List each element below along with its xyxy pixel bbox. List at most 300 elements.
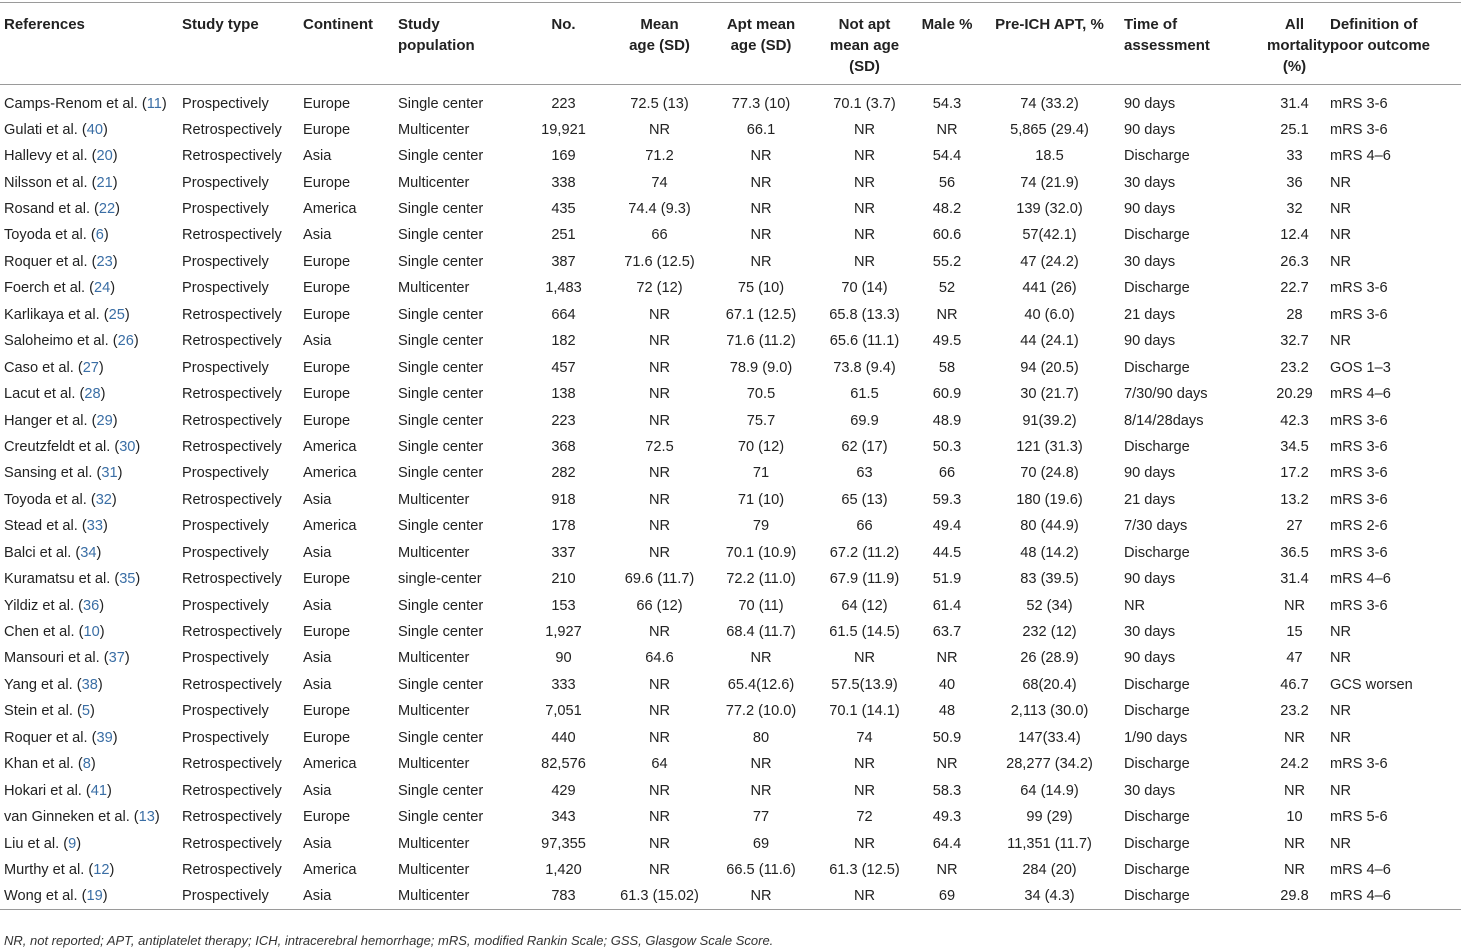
table-row <box>0 566 1461 592</box>
table-cell: mRS 4–6 <box>1330 861 1391 878</box>
table-cell: 30 days <box>1124 253 1176 270</box>
table-cell: 70 (12) <box>737 438 785 455</box>
table-row <box>0 143 1461 169</box>
table-cell: 70.1 (3.7) <box>833 95 896 112</box>
citation-link[interactable]: 10 <box>83 624 100 641</box>
table-cell: NR <box>1330 729 1352 746</box>
reference-cell: Kuramatsu et al. (35) <box>4 571 141 588</box>
table-cell: 36.5 <box>1280 544 1309 561</box>
table-cell: NR <box>750 148 772 165</box>
table-cell: 26 (28.9) <box>1020 650 1079 667</box>
citation-link[interactable]: 34 <box>80 544 97 561</box>
table-cell: 440 <box>551 729 576 746</box>
table-cell: 75 (10) <box>737 280 785 297</box>
table-cell: Europe <box>303 386 351 403</box>
table-cell: NR <box>853 650 876 667</box>
table-cell: Retrospectively <box>182 624 282 641</box>
table-cell: 31.4 <box>1280 571 1309 588</box>
reference-cell: Caso et al. (27) <box>4 359 104 376</box>
reference-author: Kuramatsu et al. <box>4 571 111 588</box>
table-cell: Discharge <box>1124 703 1190 720</box>
table-row <box>0 222 1461 248</box>
table-cell: 457 <box>551 359 576 376</box>
table-cell: 15 <box>1286 624 1303 641</box>
table-cell: 48.2 <box>932 201 962 218</box>
table-cell: 783 <box>551 888 576 905</box>
table-header <box>0 3 1461 85</box>
table-cell: 5,865 (29.4) <box>1010 121 1089 138</box>
citation-link[interactable]: 33 <box>86 518 103 535</box>
table-cell: Multicenter <box>398 121 470 138</box>
table-cell: Discharge <box>1124 676 1190 693</box>
table-cell: 40 <box>938 676 956 693</box>
table-cell: 63.7 <box>932 624 962 641</box>
table-cell: Retrospectively <box>182 676 282 693</box>
reference-cell: Khan et al. (8) <box>4 756 96 773</box>
table-cell: 7/30 days <box>1124 518 1188 535</box>
column-header-line: (%) <box>1282 58 1307 75</box>
reference-author: Nilsson et al. <box>4 174 88 191</box>
table-cell: Single center <box>398 438 484 455</box>
table-cell: 19,921 <box>541 121 586 138</box>
table-cell: 34 (4.3) <box>1024 888 1075 905</box>
citation-link[interactable]: 37 <box>108 650 125 667</box>
table-cell: 61.4 <box>932 597 962 614</box>
table-cell: NR <box>648 835 671 852</box>
reference-cell: Lacut et al. (28) <box>4 386 106 403</box>
citation-link[interactable]: 22 <box>98 201 116 218</box>
table-cell: Europe <box>303 809 351 826</box>
citation-link[interactable]: 5 <box>81 703 91 720</box>
table-cell: mRS 4–6 <box>1330 386 1391 403</box>
table-cell: Discharge <box>1124 888 1190 905</box>
table-cell: 70 (24.8) <box>1020 465 1079 482</box>
column-header-line: Apt mean <box>726 16 796 33</box>
table-cell: 28,277 (34.2) <box>1006 756 1093 773</box>
reference-author: Khan et al. <box>4 756 74 773</box>
table-cell: 91(39.2) <box>1022 412 1077 429</box>
table-cell: Asia <box>303 835 332 852</box>
table-cell: Europe <box>303 306 351 323</box>
table-cell: Retrospectively <box>182 861 282 878</box>
table-cell: 49.4 <box>932 518 962 535</box>
table-cell: 90 days <box>1124 333 1176 350</box>
table-row <box>0 540 1461 566</box>
table-cell: 61.5 (14.5) <box>829 624 900 641</box>
table-cell: NR <box>648 412 671 429</box>
column-header-line: age (SD) <box>629 37 690 54</box>
table-cell: 337 <box>551 544 576 561</box>
table-cell: Asia <box>303 544 332 561</box>
citation-link[interactable]: 26 <box>117 333 134 350</box>
column-header-line: References <box>4 16 85 33</box>
table-cell: Single center <box>398 359 484 376</box>
citation-link[interactable]: 28 <box>84 386 101 403</box>
column-header-line: population <box>398 37 475 54</box>
reference-author: Camps-Renom et al. <box>4 95 138 112</box>
table-cell: NR <box>853 253 876 270</box>
table-row <box>0 275 1461 301</box>
table-cell: NR <box>648 333 671 350</box>
table-cell: NR <box>1330 333 1352 350</box>
table-cell: 66 <box>651 227 668 244</box>
table-cell: 90 <box>555 650 572 667</box>
table-cell: 1/90 days <box>1124 729 1188 746</box>
table-cell: 435 <box>551 201 576 218</box>
reference-author: Hanger et al. <box>4 412 88 429</box>
reference-author: Toyoda et al. <box>4 491 87 508</box>
table-cell: 68.4 (11.7) <box>726 624 796 641</box>
column-header <box>299 3 394 85</box>
reference-author: Chen et al. <box>4 624 75 641</box>
table-row <box>0 85 1461 117</box>
table-cell: NR <box>1330 782 1352 799</box>
reference-cell: Sansing et al. (31) <box>4 465 123 482</box>
table-cell: 80 <box>752 729 770 746</box>
table-cell: NR <box>936 306 958 323</box>
table-cell: Retrospectively <box>182 121 282 138</box>
table-cell: Single center <box>398 782 484 799</box>
table-row <box>0 328 1461 354</box>
table-cell: Single center <box>398 465 484 482</box>
citation-link[interactable]: 21 <box>96 174 113 191</box>
table-cell: 66.5 (11.6) <box>726 861 796 878</box>
table-cell: mRS 3-6 <box>1330 465 1388 482</box>
table-cell: NR <box>1330 650 1352 667</box>
table-cell: Discharge <box>1124 148 1190 165</box>
table-cell: 178 <box>551 518 576 535</box>
table-cell: 74.4 (9.3) <box>628 201 691 218</box>
table-cell: 78.9 (9.0) <box>729 359 793 376</box>
table-cell: NR <box>648 676 671 693</box>
table-cell: 68(20.4) <box>1022 676 1077 693</box>
table-row <box>0 513 1461 539</box>
table-cell: 368 <box>551 438 576 455</box>
citation-link[interactable]: 30 <box>119 438 136 455</box>
citation-link[interactable]: 11 <box>146 95 162 112</box>
table-cell: Multicenter <box>398 650 470 667</box>
reference-cell: Nilsson et al. (21) <box>4 174 118 191</box>
citation-link[interactable]: 13 <box>138 809 155 826</box>
table-cell: NR <box>1283 782 1306 799</box>
table-cell: 77 <box>752 809 770 826</box>
table-cell: 31.4 <box>1280 95 1309 112</box>
column-header <box>814 3 915 85</box>
table-cell: 223 <box>551 412 576 429</box>
table-cell: Retrospectively <box>182 782 282 799</box>
table-cell: 17.2 <box>1280 465 1309 482</box>
table-cell: 75.7 <box>746 412 776 429</box>
citation-link[interactable]: 31 <box>101 465 118 482</box>
table-cell: 46.7 <box>1280 676 1309 693</box>
table-cell: NR <box>853 782 876 799</box>
table-cell: America <box>303 518 357 535</box>
table-cell: Prospectively <box>182 518 269 535</box>
table-cell: 61.3 (15.02) <box>620 888 699 905</box>
table-cell: 72 (12) <box>636 280 683 297</box>
table-cell: Prospectively <box>182 465 269 482</box>
reference-cell: Foerch et al. (24) <box>4 280 116 297</box>
table-cell: Retrospectively <box>182 227 282 244</box>
table-cell: 57(42.1) <box>1022 227 1077 244</box>
column-header <box>0 3 178 85</box>
citation-link[interactable]: 29 <box>96 412 113 429</box>
reference-cell: Balci et al. (34) <box>4 544 102 561</box>
table-cell: mRS 5-6 <box>1330 809 1388 826</box>
column-header <box>915 3 979 85</box>
table-cell: 70.1 (14.1) <box>829 703 900 720</box>
reference-cell: Rosand et al. (22) <box>4 201 121 218</box>
table-row <box>0 777 1461 803</box>
citation-link[interactable]: 36 <box>82 597 100 614</box>
table-cell: America <box>303 201 357 218</box>
reference-cell: Liu et al. (9) <box>4 835 82 852</box>
table-cell: 69.9 <box>850 412 879 429</box>
table-cell: Multicenter <box>398 544 470 561</box>
table-cell: 21 days <box>1124 306 1176 323</box>
table-cell: 90 days <box>1124 571 1176 588</box>
reference-author: Rosand et al. <box>4 201 90 218</box>
citation-link[interactable]: 19 <box>86 888 103 905</box>
table-cell: NR <box>936 121 958 138</box>
citation-link[interactable]: 40 <box>86 121 103 138</box>
table-cell: 67.2 (11.2) <box>829 544 900 561</box>
table-cell: Discharge <box>1124 280 1190 297</box>
citation-link[interactable]: 12 <box>93 861 110 878</box>
table-cell: NR <box>1330 174 1352 191</box>
table-cell: NR <box>648 386 671 403</box>
reference-author: Balci et al. <box>4 544 72 561</box>
table-row <box>0 460 1461 486</box>
table-cell: NR <box>1124 597 1146 614</box>
table-cell: Single center <box>398 253 484 270</box>
table-cell: Europe <box>303 703 351 720</box>
table-cell: Prospectively <box>182 888 269 905</box>
reference-cell: Creutzfeldt et al. (30) <box>4 438 141 455</box>
reference-author: Mansouri et al. <box>4 650 100 667</box>
table-cell: Multicenter <box>398 280 470 297</box>
column-header-line: mortality <box>1267 37 1331 54</box>
reference-author: Yildiz et al. <box>4 597 75 614</box>
table-cell: 50.3 <box>932 438 962 455</box>
table-row <box>0 434 1461 460</box>
table-cell: NR <box>648 624 671 641</box>
table-cell: Retrospectively <box>182 835 282 852</box>
reference-cell: Roquer et al. (23) <box>4 253 118 270</box>
column-header-line: No. <box>551 16 576 33</box>
table-cell: Single center <box>398 809 484 826</box>
table-cell: Multicenter <box>398 861 470 878</box>
table-cell: Single center <box>398 676 484 693</box>
reference-cell: Chen et al. (10) <box>4 624 105 641</box>
citation-link[interactable]: 23 <box>96 253 113 270</box>
table-cell: America <box>303 861 357 878</box>
table-cell: NR <box>648 809 671 826</box>
table-cell: 62 (17) <box>841 438 888 455</box>
column-header <box>516 3 611 85</box>
table-cell: 121 (31.3) <box>1016 438 1083 455</box>
table-cell: 12.4 <box>1280 227 1309 244</box>
column-header-line: Study <box>398 16 440 33</box>
table-cell: 66.1 <box>746 121 776 138</box>
table-cell: 232 (12) <box>1022 624 1077 641</box>
table-cell: 49.5 <box>932 333 962 350</box>
column-header-line: Pre-ICH APT, % <box>995 16 1104 33</box>
table-cell: Single center <box>398 201 484 218</box>
table-cell: 52 (34) <box>1026 597 1073 614</box>
table-cell: 7,051 <box>545 703 582 720</box>
table-cell: NR <box>1330 835 1352 852</box>
table-cell: NR <box>648 518 671 535</box>
reference-cell: Gulati et al. (40) <box>4 121 108 138</box>
column-header <box>979 3 1120 85</box>
table-cell: mRS 3-6 <box>1330 121 1388 138</box>
table-cell: 47 (24.2) <box>1020 253 1079 270</box>
table-cell: NR <box>750 650 772 667</box>
table-cell: 153 <box>551 597 576 614</box>
table-cell: Single center <box>398 729 484 746</box>
column-header-line: Mean <box>640 16 679 33</box>
table-cell: Prospectively <box>182 597 269 614</box>
table-cell: Discharge <box>1124 544 1190 561</box>
citation-link[interactable]: 20 <box>96 148 113 165</box>
table-cell: 182 <box>551 333 576 350</box>
citation-link[interactable]: 35 <box>119 571 136 588</box>
table-cell: Multicenter <box>398 174 470 191</box>
table-cell: Single center <box>398 227 484 244</box>
table-cell: NR <box>936 756 958 773</box>
table-cell: America <box>303 756 357 773</box>
table-cell: 74 <box>651 174 668 191</box>
table-cell: 80 (44.9) <box>1020 518 1079 535</box>
table-cell: NR <box>750 174 772 191</box>
table-row <box>0 725 1461 751</box>
citation-link[interactable]: 8 <box>82 756 91 773</box>
table-cell: 67.1 (12.5) <box>725 306 797 323</box>
citation-link[interactable]: 27 <box>82 359 99 376</box>
table-cell: Single center <box>398 386 484 403</box>
table-row <box>0 381 1461 407</box>
column-header <box>708 3 814 85</box>
table-cell: Asia <box>303 676 332 693</box>
citation-link[interactable]: 32 <box>95 491 112 508</box>
table-cell: 51.9 <box>932 571 962 588</box>
table-cell: Single center <box>398 624 484 641</box>
table-cell: 343 <box>551 809 576 826</box>
table-cell: 60.6 <box>932 227 962 244</box>
citation-link[interactable]: 9 <box>68 835 77 852</box>
table-cell: 66 (12) <box>636 597 683 614</box>
citation-link[interactable]: 39 <box>96 729 113 746</box>
table-cell: 77.2 (10.0) <box>725 703 797 720</box>
table-row <box>0 487 1461 513</box>
table-cell: 18.5 <box>1035 148 1064 165</box>
reference-author: Lacut et al. <box>4 386 76 403</box>
reference-author: Sansing et al. <box>4 465 93 482</box>
citation-link[interactable]: 41 <box>90 782 108 799</box>
table-cell: Single center <box>398 306 484 323</box>
table-cell: Discharge <box>1124 438 1190 455</box>
reference-cell: Toyoda et al. (32) <box>4 491 117 508</box>
table-cell: Europe <box>303 174 351 191</box>
table-cell: 8/14/28days <box>1124 412 1204 429</box>
table-cell: 284 (20) <box>1022 861 1077 878</box>
column-header-line: All <box>1284 16 1305 33</box>
table-cell: Multicenter <box>398 756 470 773</box>
table-cell: Retrospectively <box>182 333 282 350</box>
table-cell: 71.2 <box>645 148 674 165</box>
table-cell: Prospectively <box>182 174 269 191</box>
table-cell: 90 days <box>1124 201 1176 218</box>
table-cell: Discharge <box>1124 809 1190 826</box>
table-cell: 21 days <box>1124 491 1176 508</box>
table-cell: Retrospectively <box>182 491 282 508</box>
reference-cell: Hallevy et al. (20) <box>4 148 118 165</box>
table-cell: 40 (6.0) <box>1024 306 1075 323</box>
table-cell: Europe <box>303 280 351 297</box>
table-cell: Asia <box>303 782 332 799</box>
table-cell: NR <box>1330 227 1352 244</box>
table-cell: mRS 3-6 <box>1330 597 1388 614</box>
table-cell: NR <box>853 227 876 244</box>
table-cell: NR <box>853 756 876 773</box>
table-cell: 30 days <box>1124 782 1176 799</box>
table-cell: 28 <box>1286 306 1303 323</box>
table-cell: Europe <box>303 95 351 112</box>
table-cell: mRS 4–6 <box>1330 888 1391 905</box>
table-cell: 50.9 <box>932 729 962 746</box>
table-cell: mRS 3-6 <box>1330 280 1388 297</box>
table-row <box>0 407 1461 433</box>
table-cell: Europe <box>303 253 351 270</box>
table-cell: 90 days <box>1124 650 1176 667</box>
table-cell: 70.1 (10.9) <box>725 544 797 561</box>
reference-cell: Yildiz et al. (36) <box>4 597 105 614</box>
table-cell: Prospectively <box>182 280 269 297</box>
table-cell: 56 <box>938 174 956 191</box>
table-cell: 52 <box>938 280 956 297</box>
citation-link[interactable]: 25 <box>108 306 125 323</box>
table-cell: Single center <box>398 412 484 429</box>
table-row <box>0 249 1461 275</box>
table-cell: Discharge <box>1124 227 1190 244</box>
table-cell: NR <box>1283 729 1306 746</box>
table-cell: 73.8 (9.4) <box>833 359 896 376</box>
table-body <box>0 85 1461 910</box>
citation-link[interactable]: 24 <box>94 280 111 297</box>
table-cell: 97,355 <box>541 835 586 852</box>
reference-cell: Murthy et al. (12) <box>4 861 115 878</box>
table-cell: NR <box>1283 597 1306 614</box>
table-cell: Multicenter <box>398 703 470 720</box>
column-header <box>178 3 299 85</box>
table-cell: Retrospectively <box>182 148 282 165</box>
table-cell: Prospectively <box>182 544 269 561</box>
reference-cell: Camps-Renom et al. (11) <box>4 95 167 112</box>
table-cell: 223 <box>551 95 576 112</box>
table-row <box>0 354 1461 380</box>
table-cell: Retrospectively <box>182 438 282 455</box>
table-cell: Retrospectively <box>182 306 282 323</box>
citation-link[interactable]: 38 <box>81 676 98 693</box>
table-cell: Asia <box>303 650 332 667</box>
table-cell: NR <box>853 835 876 852</box>
table-cell: 32.7 <box>1280 333 1309 350</box>
table-cell: 138 <box>551 386 576 403</box>
column-header <box>1326 3 1461 85</box>
table-cell: 34.5 <box>1280 438 1309 455</box>
citation-link[interactable]: 6 <box>95 227 104 244</box>
